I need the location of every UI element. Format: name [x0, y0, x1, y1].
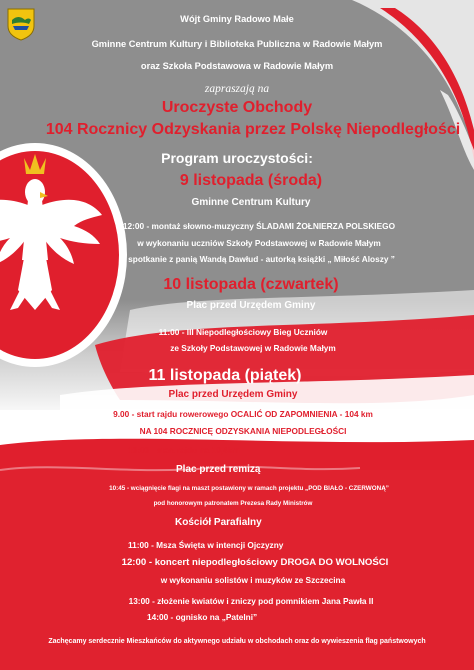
event-title-1: Uroczyste Obchody: [161, 99, 313, 116]
day3-item-3b: pod honorowym patronatem Prezesa Rady Ministrów: [153, 500, 313, 507]
day3-date: 11 listopada (piątek): [148, 367, 302, 384]
day3-item-2: 10:00 - start rajdu na 10,4km: [128, 445, 240, 455]
organizer-line-1: Wójt Gminy Radowo Małe: [180, 14, 294, 24]
program-heading: Program uroczystości:: [161, 150, 313, 166]
day3-item-4: 11:00 - Msza Święta w intencji Ojczyzny: [128, 540, 284, 550]
day1-line-2: w wykonaniu uczniów Szkoły Podstawowej w Radowie Małym: [137, 238, 381, 248]
day3-place-2: Plac przed remizą: [176, 464, 261, 475]
day1-line-1: 12:00 - montaż słowno-muzyczny ŚLADAMI ŻOŁNIERZA POLSKIEGO: [122, 221, 396, 231]
gmina-crest-icon: [7, 8, 35, 41]
invite-text: zapraszają na: [204, 83, 270, 95]
day3-item-7: 14:00 - ognisko na „Patelni”: [147, 612, 258, 622]
day1-place: Gminne Centrum Kultury: [191, 197, 311, 208]
day3-item-5a: 12:00 - koncert niepodległościowy DROGA DO WOLNOŚCI: [121, 557, 389, 568]
event-title-2: 104 Rocznicy Odzyskania przez Polskę Niepodległości: [45, 121, 461, 138]
day3-item-1b: NA 104 ROCZNICĘ ODZYSKANIA NIEPODLEGŁOŚCI: [139, 426, 347, 436]
organizer-line-3: oraz Szkoła Podstawowa w Radowie Małym: [140, 61, 334, 71]
day3-item-3a: 10:45 - wciągnięcie flagi na maszt postawiony w ramach projektu „POD BIAŁO - CZERWONĄ”: [109, 485, 389, 492]
day2-date: 10 listopada (czwartek): [163, 276, 339, 293]
day3-place-1: Plac przed Urzędem Gminy: [168, 389, 298, 400]
day3-item-6: 13:00 - złożenie kwiatów i zniczy pod pomnikiem Jana Pawła II: [128, 596, 374, 606]
day2-line-1: 11:00 - III Niepodległościowy Bieg Uczniów: [158, 327, 328, 337]
day3-item-1a: 9.00 - start rajdu rowerowego OCALIĆ OD ZAPOMNIENIA - 104 km: [113, 409, 373, 419]
day2-line-2: ze Szkoły Podstawowej w Radowie Małym: [170, 343, 336, 353]
day1-date: 9 listopada (środa): [179, 172, 323, 189]
footer-text: Zachęcamy serdecznie Mieszkańców do aktywnego udziału w obchodach oraz do wywieszenia flag państwowych: [48, 638, 426, 645]
organizer-line-2: Gminne Centrum Kultury i Biblioteka Publiczna w Radowie Małym: [91, 39, 383, 49]
day3-place-3: Kościół Parafialny: [175, 517, 262, 528]
day3-item-5b: w wykonaniu solistów i muzyków ze Szczecina: [160, 575, 346, 585]
day1-line-3: - spotkanie z panią Wandą Dawłud - autorką książki „ Miłość Aloszy ”: [123, 254, 395, 264]
day2-place: Plac przed Urzędem Gminy: [186, 300, 316, 311]
